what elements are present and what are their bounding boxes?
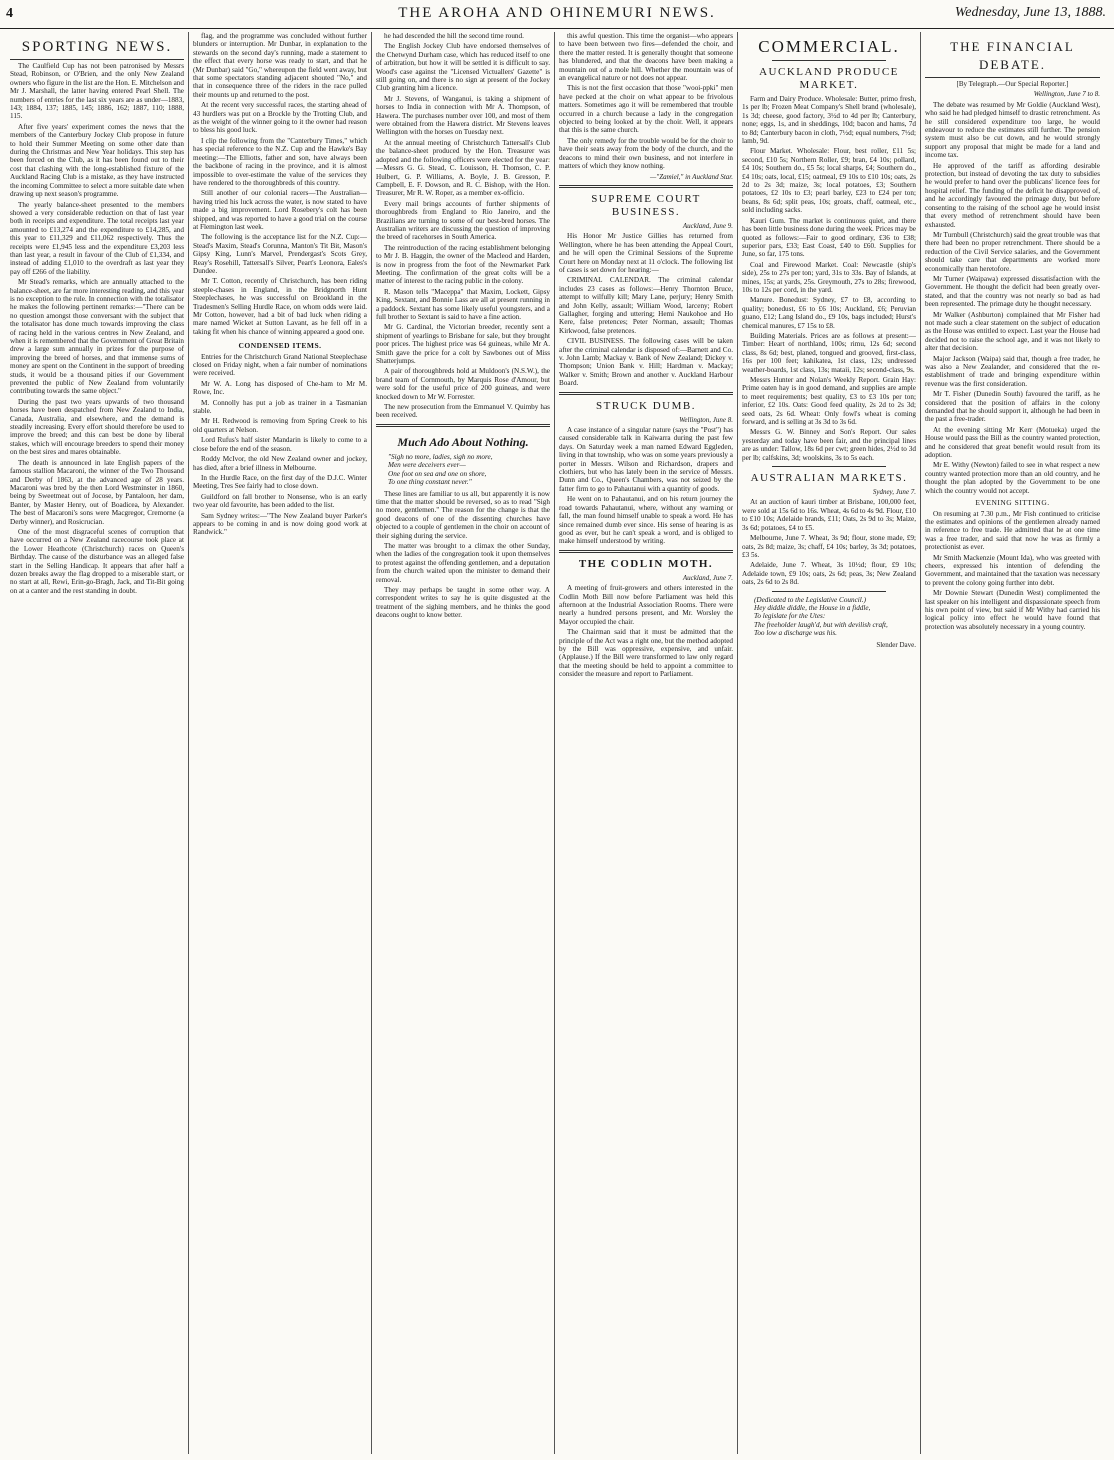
columns: [6, 32, 1108, 1454]
article-paragraph: Manure. Bonedust: Sydney, £7 to £8, according to quality; bonedust, £6 to £6 10s; Auckland, £6; Peruvian guano, £12; Lang Island do., £9 10s, bags included; Hurst's chemical manures, £7 15s to £8.: [742, 296, 916, 330]
poem: [754, 596, 904, 638]
evening-sitting-heading: EVENING SITTING.: [975, 498, 1050, 508]
struck-dumb-body: [559, 426, 733, 546]
verse-line: To legislate for the Utes:: [754, 612, 826, 621]
article-paragraph: Roddy McIvor, the old New Zealand owner and jockey, has died, after a brief illness in Melbourne.: [193, 455, 367, 472]
article-paragraph: During the past two years upwards of two thousand horses have been despatched from New Zealand to India, Canada, Australia, and elsewhere, and the demand is steadily increasing. Every effort should therefore be used to improve the breed; and this can best be done by liberal stakes, which will encourage breeders to spend their money on the best sires and mares obtainable.: [10, 397, 184, 457]
divider: [772, 591, 886, 592]
article-paragraph: A case instance of a singular nature (says the "Post") has caused considerable talk in Kaiwarra during the past few days. On Saturday week a man named Edward Eggleden, living in that township, who was on some years previously a porter in Messrs. Wilson and Richardson, drapers and clothiers, but who has lately been in the service of Messrs. Dunn and Co., Queen's Chambers, was not seized by the fatter firm to go to Pahautanui with a quantity of goods.: [559, 426, 733, 493]
article-paragraph: Flour Market. Wholesale: Flour, best roller, £11 5s; second, £10 5s; Northern Roller, £9; bran, £4 10s; pollard, £4 10s; Southern do., £5 5s; local sharps, £4; Southern do., £4 10s; oats, local, £15; oatmeal, £9 10s to £10 10s; oats, 2s 2d to 2s 3d; maize, 3s; local potatoes, £3; Southern potatoes, £2 10s to £3; pearl barley, £23 to £24 per ton; beans, 8s 6d; split peas, 10s; groats, chaff, oatmeal, etc., sold including sacks.: [742, 147, 916, 215]
column-1: [6, 32, 189, 1454]
column-2: [189, 32, 372, 1454]
codlin-moth-heading: THE CODLIN MOTH.: [578, 557, 714, 570]
issue-date: Wednesday, June 13, 1888.: [954, 5, 1106, 20]
article-paragraph: Mr Walker (Ashburton) complained that Mr Fisher had not made such a clear statement on the subject of education as the House was entitled to expect. Last year the House had decided not to raise the school age, and it was not likely to alter that decision.: [925, 310, 1100, 353]
article-paragraph: Lord Rufus's half sister Mandarin is likely to come to a close before the end of the season.: [193, 436, 367, 453]
article-paragraph: Entries for the Christchurch Grand National Steeplechase closed on Friday night, when a fair number of nominations were received.: [193, 352, 367, 378]
article-paragraph: He went on to Pahautanui, and on his return journey the road towards Pahautanui, where, without any warning or fall, the man found himself unable to speak a word. He has since remained dumb ever since. His sense of hearing is as good as ever, but he can't speak a word, and is obliged to make himself understood by writing.: [559, 495, 733, 546]
struck-dumb-heading: STRUCK DUMB.: [596, 399, 696, 412]
much-ado-body: [376, 490, 550, 620]
article-paragraph: The reintroduction of the racing establishment belonging to Mr J. B. Haggin, the owner of the Macleod and Harden, is now in progress from the foot of the Newmarket Park Meeting. The confirmation of the great colts will be a matter of interest to the racing public in the colony.: [376, 243, 550, 286]
column-3: [372, 32, 555, 1454]
article-paragraph: Mr T. Cotton, recently of Christchurch, has been riding steeple-chases in England, in the Bridgnorth Hunt Steeplechases, he was successful on Brookland in the Tradesmen's Selling Hurdle Race, on whom odds were laid. Mr Cotton, however, had a bit of bad luck when riding a mare named Wicket at Sutton Lavant, as he fell off in a taking fit when his chance of winning appeared a good one.: [193, 277, 367, 336]
article-paragraph: At the evening sitting Mr Kerr (Motueka) urged the House would pass the Bill as the country wanted protection, and he considered that great benefit would result from its adoption.: [925, 425, 1100, 460]
verse-line: One foot on sea and one on shore,: [388, 469, 487, 478]
article-paragraph: Melbourne, June 7. Wheat, 3s 9d; flour, stone made, £9; oats, 2s 8d; maize, 3s; chaff, £4 10s; barley, 3s 3d; potatoes, £3 5s.: [742, 534, 916, 559]
article-paragraph: Mr J. Stevens, of Wanganui, is taking a shipment of horses to India in connection with Mr A. Thompson, of Hawera. The purchases number over 100, and most of them were obtained from the Hawera district. Mr Stevens leaves Wellington with the horses on Tuesday next.: [376, 94, 550, 137]
produce-market-body: [742, 95, 916, 462]
article-paragraph: At the annual meeting of Christchurch Tattersall's Club the balance-sheet produced by the Hon. Treasurer was adopted and the following officers were elected for the year:—Messrs G. G. Stead, C. Louisson, H. Thomson, C. P. Hulbert, G. P. Williams, A. Boyle, J. B. Gresson, P. Campbell, E. F. Dowson, and R. C. Bishop, with the Hon. Treasurer, Mr R. W. Roper, as a member ex-officio.: [376, 138, 550, 198]
article-paragraph: Mr Stead's remarks, which are annually attached to the balance-sheet, are far more interesting reading, and this year is no exception to the rule. In connection with the totalisator he makes the following pertinent remarks:—"There can be no question amongst those conversant with the subject that the totalisator has done much towards improving the class of racing held in the various centres in New Zealand, and when it is remembered that the Government of Great Britain drew a large sum annually in prizes for the purpose of improving the breed of horses, and that immense sums of money are spent on the Continent in the support of breeding studs, it would be a thousand pities if our Government prevented the public of New Zealand from voluntarily contributing towards the same object.": [10, 278, 184, 396]
sporting-news-end: [376, 32, 550, 420]
article-paragraph: Mr G. Cardinal, the Victorian breeder, recently sent a shipment of yearlings to Brisbane for sale, but they brought poor prices. The highest price was 64 guineas, while Mr A. Smith gave the price for a colt by Sawbones out of Miss Shatterjumps.: [376, 323, 550, 366]
article-paragraph: The Caulfield Cup has not been patronised by Messrs Stead, Robinson, or O'Brien, and the only New Zealand owners who figure in the list are the Hon. E. Mitchelson and Mr J. Marshall, the latter having entered Pearl Shell. The numbers of entries for the last six years are as under—1883, 143; 1884, 137; 1885, 145; 1886, 162; 1887, 110; 1888, 115.: [10, 62, 184, 121]
column-4: [555, 32, 738, 1454]
financial-debate-body: [925, 101, 1100, 495]
article-paragraph: Sam Sydney writes:—"The New Zealand buyer Parker's appears to be coming in and is now doing good work at Randwick.": [193, 511, 367, 537]
australian-markets-body: [742, 498, 916, 586]
article-paragraph: Still another of our colonial racers—The Australian—having tried his luck across the water, is now stated to have made a big improvement. Lord Rosebery's colt has been shipped, and was reported to have a good trial on the course at Flemington last week.: [193, 189, 367, 231]
article-paragraph: Mr Turner (Waipawa) expressed dissatisfaction with the Government. He thought the deficit had been greatly over-stated, and that the country was not nearly so bad as had been represented. The primage duty he thought necessary.: [925, 274, 1100, 309]
article-paragraph: The only remedy for the trouble would be for the choir to have their seats away from the body of the church, and the deacons to mind their own business, and not interfere in matters of which they know nothing.: [559, 136, 733, 171]
codlin-moth-dateline: Auckland, June 7.: [682, 573, 733, 582]
verse-line: Too low a discharge was his.: [754, 629, 837, 638]
verse-line: (Dedicated to the Legislative Council.): [754, 595, 866, 604]
sporting-news-heading: SPORTING NEWS.: [10, 38, 184, 60]
article-paragraph: His Honor Mr Justice Gillies has returned from Wellington, where he has been attending the Appeal Court, and he will open the Criminal Sessions of the Supreme Court here on Monday next at 11 o'clock. The following list of cases is set down for hearing:—: [559, 232, 733, 274]
article-paragraph: A meeting of fruit-growers and others interested in the Codlin Moth Bill now before Parliament was held this afternoon at the Industrial Association Rooms. There were nearly a hundred persons present, and Mr. Worsley the Mayor occupied the chair.: [559, 584, 733, 626]
article-paragraph: At the recent very successful races, the starting ahead of 43 hurdlers was put on a Brockle by the Trotting Club, and as the weight of the winner going to it the owner had reason to bless his good luck.: [193, 101, 367, 135]
masthead: [0, 0, 1114, 29]
article-paragraph: CRIMINAL CALENDAR. The criminal calendar includes 23 cases as follows:—Henry Thornton Bruce, attempt to wilfully kill; Mary Lane, perjury; Henry Smith and John Kelly, assault; William Wood, larceny; Robert Gallagher, forging and uttering; Hemi Naukohoe and Ho Kere, false pretences; Peter Norman, assault; Thomas Kirkwood, false pretences.: [559, 276, 733, 335]
poem-signature: Slender Dave.: [876, 640, 916, 649]
much-ado-heading: Much Ado About Nothing.: [397, 434, 529, 449]
article-paragraph: this awful question. This time the organist—who appears to have been between two fires—defended the choir, and there the matter rested. It is generally thought that someone has blundered, and that the deacons have been making a mountain out of a mole hill. Whether the mountain was of an evangelical nature or not does not appear.: [559, 32, 733, 83]
article-paragraph: The death is announced in late English papers of the famous stallion Macaroni, the winner of the Two Thousand and Derby of 1863, at the advanced age of 28 years. Macaroni was bred by the then Lord Westminster in 1860, being by Sweetmeat out of Jocose, by Pantaloon, her dam, Banter, by Master Henry, out of Boadicea, by Alexander. The best of Macaroni's sons were Macgregor, Cremorne (a Derby winner), and Rosicrucian.: [10, 458, 184, 526]
supreme-court-dateline: Auckland, June 9.: [682, 221, 733, 230]
article-paragraph: Kauri Gum. The market is continuous quiet, and there has been little business done during the week. Prices may be quoted as follows:—Fair to good ordinary, £36 to £38; superior pars, £33; East Coast, £40 to £60. Supplies for June, so far, 175 tons.: [742, 216, 916, 259]
produce-market-heading: AUCKLAND PRODUCE MARKET.: [759, 66, 899, 91]
divider: [772, 466, 886, 467]
article-paragraph: Mr Downie Stewart (Dunedin West) complimented the last speaker on his intelligent and dispassionate speech from his own point of view, but said if Mr Withy had carried his logical policy into effect he would have found that protection was absolutely necessary in a young country.: [925, 589, 1100, 631]
condensed-items-list: [193, 353, 367, 537]
financial-debate-heading: THE FINANCIAL DEBATE.: [925, 38, 1100, 78]
verse-line: Hey diddle diddle, the House in a fiddle,: [754, 603, 871, 612]
verse-line: "Sigh no more, ladies, sigh no more,: [388, 452, 493, 461]
article-paragraph: Mr W. A. Long has disposed of Che-ham to Mr M. Rowe, Inc.: [193, 379, 367, 397]
article-paragraph: Messrs G. W. Binney and Son's Report. Our sales yesterday and today have been fair, and the principal lines are as under: Tallow, 18s 6d per cwt; green hides, 2½d to 3d per lb; calfskins, 3d; woolskins, 3s to 5s each.: [742, 428, 916, 462]
struck-dumb-dateline: Wellington, June 8.: [679, 415, 733, 424]
evening-sitting-body: [925, 510, 1100, 632]
article-paragraph: Major Jackson (Waipa) said that, though a free trader, he was also a New Zealander, and considered that the re-establishment of trade and bringing expenditure within revenue was the first consideration.: [925, 354, 1100, 388]
article-paragraph: One of the most disgraceful scenes of corruption that have occurred on a New Zealand racecourse took place at the Lower Heathcote (Christchurch) races on Queen's Birthday. The cause of the disturbance was an alleged false start in the Selling Handicap. It appears that after half a dozen breaks away the flag dropped to a miserable start, or no start at all, Rewi, Erin-go-Bragh, Jack, and Tit-Bit going on at a canter and the rest standing in doubt.: [10, 527, 184, 595]
page-number: 4: [6, 6, 13, 21]
article-paragraph: Mr Smith Mackenzie (Mount Ida), who was greeted with cheers, expressed his intention of defending the Government, and maintained that the taxation was necessary to prevent the colony going further into debt.: [925, 553, 1100, 587]
article-paragraph: I clip the following from the "Canterbury Times," which has special reference to the N.Z. Cup and the Hawke's Bay meeting:—The Elliotts, father and son, have always been the backbone of racing in the province, and it is almost impossible to over-estimate the value of the services they have rendered to the thoroughbreds of this country.: [193, 136, 367, 187]
divider: [772, 60, 886, 61]
article-paragraph: A pair of thoroughbreds hold at Muldoon's (N.S.W.), the brand team of Cornmouth, by Marquis Rose d'Amour, but were sold for the useful price of 200 guineas, and were knocked down to Mr W. Forrester.: [376, 367, 550, 401]
article-paragraph: The debate was resumed by Mr Goldie (Auckland West), who said he had pledged himself to drastic retrenchment. As he still considered expenditure too large, he would endeavour to reduce the estimates still further. The pension system must also be cut down, and he would strongly support any proposal that might be made for a land and income tax.: [925, 100, 1100, 160]
section-divider: [559, 392, 733, 395]
article-paragraph: These lines are familiar to us all, but apparently it is now time that the matter should be reversed, so as to read "Sigh no more, gentlemen." The reason for the change is that the good deacons of one of the dissenting churches have objected to a couple of gentlemen in the choir on account of their sighing during the service.: [376, 489, 550, 540]
verse-line: To one thing constant never.": [388, 478, 472, 487]
article-paragraph: M. Connolly has put a job as trainer in a Tasmanian stable.: [193, 398, 367, 416]
article-paragraph: On resuming at 7.30 p.m., Mr Fish continued to criticise the estimates and opinions of the gentlemen already named in reference to free trade. He admitted that he at one time was a free trader, and said that now he was as firmly a protectionist as ever.: [925, 509, 1100, 552]
article-paragraph: Adelaide, June 7. Wheat, 3s 10½d; flour, £9 10s; Adelaide town, £9 10s; oats, 2s 6d; peas, 3s; New Zealand oats, 2s 6d to 2s 8d.: [742, 561, 916, 587]
article-paragraph: Mr E. Withy (Newton) failed to see in what respect a new country wanted protection more than an old country, and he thought the plan adopted by the Government to be one which the country would not accept.: [925, 461, 1100, 495]
supreme-court-body: [559, 232, 733, 387]
article-paragraph: R. Mason tells "Maceppa" that Maxim, Lockett, Gipsy King, Sextant, and Bonnie Lass are all at present running in a paddock. Sextant has some likely useful youngsters, and a full brother to Sextant is said to have a fine action.: [376, 287, 550, 321]
australian-markets-heading: AUSTRALIAN MARKETS.: [750, 472, 908, 485]
much-ado-continued: [559, 32, 733, 171]
condensed-items-heading: CONDENSED ITEMS.: [238, 341, 322, 351]
article-paragraph: he had descended the hill the second time round.: [384, 32, 524, 40]
financial-debate-dateline: Wellington, June 7 to 8.: [1033, 90, 1100, 99]
article-paragraph: Mr T. Fisher (Dunedin South) favoured the tariff, as he considered that the position of affairs in the colony demanded that he should support it, although he had been in the past a free-trader.: [925, 390, 1100, 424]
article-paragraph: Building Materials. Prices are as follows at present:—Timber: Heart of northland, 100s; rimu, 12s 6d; second class, 8s 6d; best, planed, tongued and grooved, first-class, 16s per 100 feet; kahikatea, 1st class, 12s; undressed weather-boards, 1st class, 13s; mataii, 12s; second-class, 9s.: [742, 331, 916, 374]
much-ado-verse: [388, 453, 538, 487]
article-paragraph: Coal and Firewood Market. Coal: Newcastle (ship's side), 25s to 27s per ton; yard, 31s to 33s. Bay of Islands, at mines, 15s; at yards, 25s. Greymouth, 27s to 28s; firewood, 10s to 12s per cord, in the yard.: [742, 260, 916, 294]
sporting-news-body: [10, 62, 184, 595]
article-paragraph: At an auction of kauri timber at Brisbane, 100,000 feet, were sold at 15s 6d to 16s. Wheat, 4s 6d to 4s 9d. Flour, £10 to £10 10s; Adelaide brands, £11; Oats, 2s 9d to 3s; Maize, 3s 6d; potatoes, £4 to £5.: [742, 498, 916, 532]
article-paragraph: Guildford on fall brother to Nonsense, who is an early two year old favourite, has been added to the list.: [193, 492, 367, 510]
article-paragraph: Every mail brings accounts of further shipments of thoroughbreds from England to Rio Janeiro, and the Brazilians are turning to some of our best-bred horses. The Australian writers are discussing the question of improving the breed of racehorses in South America.: [376, 199, 550, 242]
column-5: [738, 32, 921, 1454]
sporting-news-continued: [193, 32, 367, 336]
article-paragraph: This is not the first occasion that those "wooi-ppki" men have pecked at the choir on what appear to be frivolous matters. Sometimes ago it will be remembered that trouble occurred in a church because a lady in the congregation objected to being looked at by the choir. Well, it appears that this is the same church.: [559, 84, 733, 135]
much-ado-signature: —"Zamiel," in Auckland Star.: [650, 172, 733, 181]
article-paragraph: Messrs Hunter and Nolan's Weekly Report. Grain Hay: Prime oaten hay is in good demand, and supplies are ample to meet requirements; best quality, £3 to £3 10s per ton; inferior, £2 10s. Oats: Good feed quality, 2s 2d to 2s 3d; seed oats, 2s 6d. Wheat: Only fowl's wheat is coming forward, and is selling at 3s 3d to 3s 6d.: [742, 376, 916, 427]
article-paragraph: The following is the acceptance list for the N.Z. Cup:—Stead's Maxim, Stead's Corunna, Manton's Tit Bit, Mason's Gipsy King, Lunn's Marvel, Prendergast's Scots Grey, Reay's Rosehill, Tattersall's Silver, Peart's Leonora, Eales's Dundee.: [193, 233, 367, 275]
newspaper-title: THE AROHA AND OHINEMURI NEWS.: [398, 5, 716, 21]
section-divider: [559, 185, 733, 188]
article-paragraph: The English Jockey Club have endorsed themselves of the Chetwynd Durham case, which has reduced itself to one of arbitration, but how it will be settled it is difficult to say. Wood's case against the "Licensed Victuallers' Gazette" is still going on, and there is no sign at present of the Jockey Club granting him a licence.: [376, 42, 550, 93]
supreme-court-heading: SUPREME COURT BUSINESS.: [591, 192, 701, 218]
financial-debate-byline: [By Telegraph.—Our Special Reporter.]: [956, 80, 1069, 88]
commercial-heading: COMMERCIAL.: [758, 37, 900, 56]
verse-line: The freeholder laugh'd, but with devilish craft,: [754, 620, 888, 629]
article-paragraph: Farm and Dairy Produce. Wholesale: Butter, primo fresh, 1s per lb; Frozen Meat Company's Shell brand (wholesale), 1s 3d; cheese, good factory, 3½d to 4d per lb; Canterbury, none; eggs, 1s, and in sheddings, 10d; bacon and hams, 7d to 8d; Canterbury bacon in cloth, 7½d; equal numbers, 7½d; lamb, 9d.: [742, 95, 916, 146]
australian-markets-dateline: Sydney, June 7.: [872, 488, 916, 497]
article-paragraph: Mr Turnbull (Christchurch) said the great trouble was that there had been no proper retrenchment. There should be a reduction of the Civil Service salaries, and the Government should take care that departments are worked more economically than heretofore.: [925, 230, 1100, 273]
codlin-moth-body: [559, 584, 733, 678]
article-paragraph: In the Hurdle Race, on the first day of the D.J.C. Winter Meeting, Tres See fairly had to close down.: [193, 473, 367, 491]
verse-line: Men were deceivers ever—: [388, 461, 466, 470]
article-paragraph: The new prosecution from the Emmanuel V. Quimby has been received.: [376, 403, 550, 420]
column-6: [921, 32, 1104, 1454]
article-paragraph: The matter was brought to a climax the other Sunday, when the ladies of the congregation took it upon themselves to protest against the offending gentlemen, and a deputation from the church waited upon the minister to demand their removal.: [376, 541, 550, 584]
section-divider: [559, 550, 733, 553]
article-paragraph: flag, and the programme was concluded without further blunders or interruption. Mr Dunbar, in explanation to the stewards on the second day's running, made a statement to the effect that every horse was ready to start, and that he (Mr Dunbar) said "Go," whereupon the field went away, but that some spectators standing adjacent shouted "No," and that in consequence three of the riders in the race pulled their mounts up and returned to the post.: [193, 32, 367, 99]
article-paragraph: He approved of the tariff as affording desirable protection, but instead of devoting the tax duty to subsidies he would prefer to hand over the publicans' licence fees for hospital relief. The funding of the deficit he disapproved of, and he accordingly favoured the primage duty, but before consenting to the raising of the school age he would insist that every method of retrenchment should have been exhausted.: [925, 161, 1100, 229]
article-paragraph: CIVIL BUSINESS. The following cases will be taken after the criminal calendar is disposed of:—Barnett and Co. v. John Lamb; Mackay v. Bank of New Zealand; Dickey v. Thompson; Union Bank v. Hill; Hardman v. Mackay; Walker v. Smith; Brown and another v. Auckland Harbour Board.: [559, 337, 733, 388]
article-paragraph: Mr H. Redwood is removing from Spring Creek to his old quarters at Nelson.: [193, 417, 367, 434]
section-divider: [376, 424, 550, 427]
article-paragraph: The Chairman said that it must be admitted that the principle of the Act was a right one, but the method adopted by the Bill was oppressive, expensive, and unfair. (Applause.) If the Bill were transformed to law only regard that the meeting should be held to appoint a committee to consider the measure and report to Parliament.: [559, 628, 733, 679]
article-paragraph: The yearly balance-sheet presented to the members showed a very considerable reduction on that of last year both in receipts and expenditure. The total receipts last year amounted to £13,274 and the expenditure to £14,285, and this year to £11,329 and £11,062 respectively. Thus the receipts were £1,945 less and the expenditure £3,203 less than last year, a result in favour of the Club of £1,334, and instead of adding £1,010 to the overdraft as last year they pay off £266 of the liability.: [10, 200, 184, 276]
article-paragraph: After five years' experiment comes the news that the members of the Canterbury Jockey Club propose in future to hold their Summer Meeting on some other date than during the Christmas and New Year holidays. This step has been forced on the Club, as it has been found out to their cost that clashing with the long-established fixture of the Auckland Racing Club is a mistake, as they have instructed the incoming Committee to select a more suitable date when drawing up next season's programme.: [10, 122, 184, 199]
article-paragraph: They may perhaps be taught in some other way. A correspondent writes to say he is quite disgusted at the treatment of the sighing members, and he thinks the good deacons ought to know better.: [376, 585, 550, 620]
